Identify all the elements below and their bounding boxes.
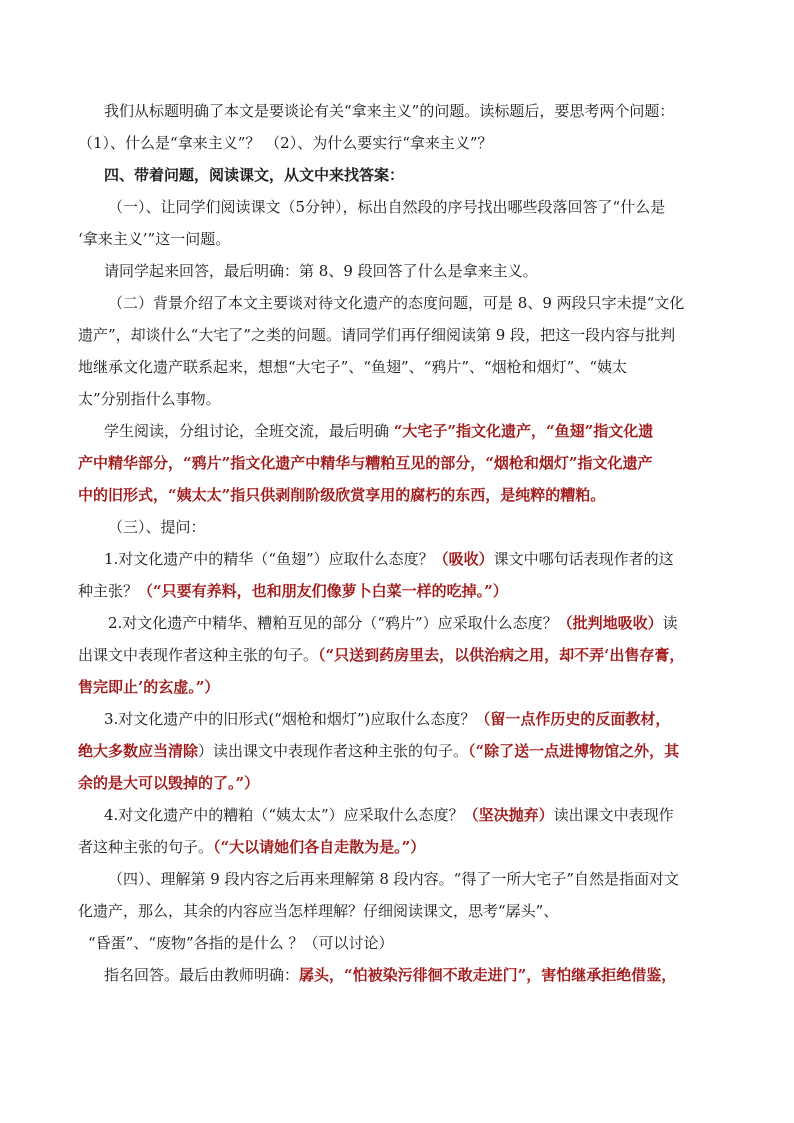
highlighted-answer-text: 售完即止’的玄虚。”） xyxy=(78,678,220,696)
text-line xyxy=(78,735,728,767)
body-text: 种主张？ xyxy=(78,582,139,600)
text-line xyxy=(78,351,728,383)
body-text: （1）、什么是“拿来主义”？ （2）、为什么要实行“拿来主义”？ xyxy=(78,134,493,152)
highlighted-answer-text: （吸收） xyxy=(433,550,494,568)
highlighted-answer-text: 产中精华部分，“鸦片”指文化遗产中精华与糟粕互见的部分，“烟枪和烟灯”指文化遗产 xyxy=(78,454,653,472)
body-text: （一）、让同学们阅读课文（5分钟），标出自然段的序号找出哪些段落回答了“什么是 xyxy=(108,198,666,216)
text-line xyxy=(78,383,728,415)
body-text: 读 xyxy=(662,614,678,632)
body-text: ‘拿来主义’”这一问题。 xyxy=(78,230,231,248)
highlighted-answer-text: 孱头，“怕被染污徘徊不敢走进门”，害怕继承拒绝借鉴， xyxy=(299,966,677,984)
body-text: 学生阅读，分组讨论，全班交流，最后明确 xyxy=(104,422,394,440)
highlighted-answer-text: 余的是大可以毁掉的了。”） xyxy=(78,774,260,792)
text-line xyxy=(78,703,728,735)
body-text: 化遗产，那么，其余的内容应当怎样理解？仔细阅读课文，思考“孱头”、 xyxy=(78,902,559,920)
text-line xyxy=(78,319,728,351)
text-line xyxy=(78,159,728,191)
body-text: 3.对文化遗产中的旧形式(“烟枪和烟灯”)应取什么态度？ xyxy=(104,710,476,728)
text-line xyxy=(78,415,728,447)
text-line xyxy=(78,575,728,607)
highlighted-answer-text: （坚决抛弃） xyxy=(463,806,554,824)
highlighted-answer-text: （批判地吸收） xyxy=(557,614,663,632)
body-text: （二）背景介绍了本文主要谈对待文化遗产的态度问题，可是 8、9 两段只字未提“文化 xyxy=(108,294,685,312)
text-line xyxy=(78,959,728,991)
body-text: 出课文中表现作者这种主张的句子。 xyxy=(78,646,319,664)
text-line xyxy=(78,287,728,319)
text-line xyxy=(78,799,728,831)
text-line xyxy=(78,895,728,927)
highlighted-answer-text: （“只要有养料，也和朋友们像萝卜白菜一样的吃掉。”） xyxy=(138,582,508,600)
text-line xyxy=(78,607,728,639)
highlighted-answer-text: （“大以请她们各自走散为是。”） xyxy=(213,838,426,856)
text-line xyxy=(78,255,728,287)
body-text: 指名回答。最后由教师明确： xyxy=(104,966,300,984)
text-line xyxy=(78,447,728,479)
body-text: 请同学起来回答，最后明确：第 8、9 段回答了什么是拿来主义。 xyxy=(104,262,538,280)
body-text: “昏蛋”、“废物”各指的是什么 ？（可以讨论） xyxy=(88,934,394,952)
text-line xyxy=(78,479,728,511)
body-text: 2.对文化遗产中精华、糟粕互见的部分（“鸦片”）应采取什么态度？ xyxy=(108,614,558,632)
text-line xyxy=(78,831,728,863)
body-text: （三）、提问： xyxy=(108,518,206,536)
highlighted-answer-text: 绝大多数应当清除 xyxy=(78,742,199,760)
text-line xyxy=(78,191,728,223)
body-text: 课文中哪句话表现作者的这 xyxy=(493,550,674,568)
text-line xyxy=(78,671,728,703)
body-text: （四）、理解第 9 段内容之后再来理解第 8 段内容。“得了一所大宅子”自然是指面对文 xyxy=(108,870,679,888)
text-line xyxy=(78,863,728,895)
text-line xyxy=(78,927,728,959)
highlighted-answer-text: “大宅子”指文化遗产，“鱼翅”指文化遗 xyxy=(393,422,654,440)
body-text: 遗产”，却谈什么“大宅了”之类的问题。请同学们再仔细阅读第 9 段，把这一段内容与批判 xyxy=(78,326,676,344)
body-text: 1.对文化遗产中的精华（“鱼翅”）应取什么态度？ xyxy=(104,550,434,568)
text-line xyxy=(78,543,728,575)
body-text: 读出课文中表现作 xyxy=(553,806,674,824)
body-text: 太”分别指什么事物。 xyxy=(78,390,221,408)
highlighted-answer-text: 中的旧形式，“姨太太”指只供剥削阶级欣赏享用的腐朽的东西，是纯粹的糟粕。 xyxy=(78,486,606,504)
body-text: ）读出课文中表现作者这种主张的句子。 xyxy=(198,742,469,760)
text-line xyxy=(78,511,728,543)
body-text: 4.对文化遗产中的糟粕（“姨太太”）应采取什么态度？ xyxy=(104,806,464,824)
body-text: 四、带着问题，阅读课文，从文中来找答案： xyxy=(104,166,405,184)
text-line xyxy=(78,127,728,159)
body-text: 地继承文化遗产联系起来，想想“大宅子”、“鱼翅”、“鸦片”、“烟枪和烟灯”、“姨太 xyxy=(78,358,628,376)
body-text: 我们从标题明确了本文是要谈论有关“拿来主义”的问题。读标题后，要思考两个问题： xyxy=(104,102,675,120)
highlighted-answer-text: （留一点作历史的反面教材， xyxy=(475,710,671,728)
highlighted-answer-text: （“只送到药房里去，以供治病之用，却不弄‘出售存膏， xyxy=(318,646,685,664)
text-line xyxy=(78,639,728,671)
text-line xyxy=(78,223,728,255)
body-text: 者这种主张的句子。 xyxy=(78,838,214,856)
text-line xyxy=(78,767,728,799)
text-line xyxy=(78,95,728,127)
highlighted-answer-text: （“除了送一点进博物馆之外，其 xyxy=(468,742,680,760)
